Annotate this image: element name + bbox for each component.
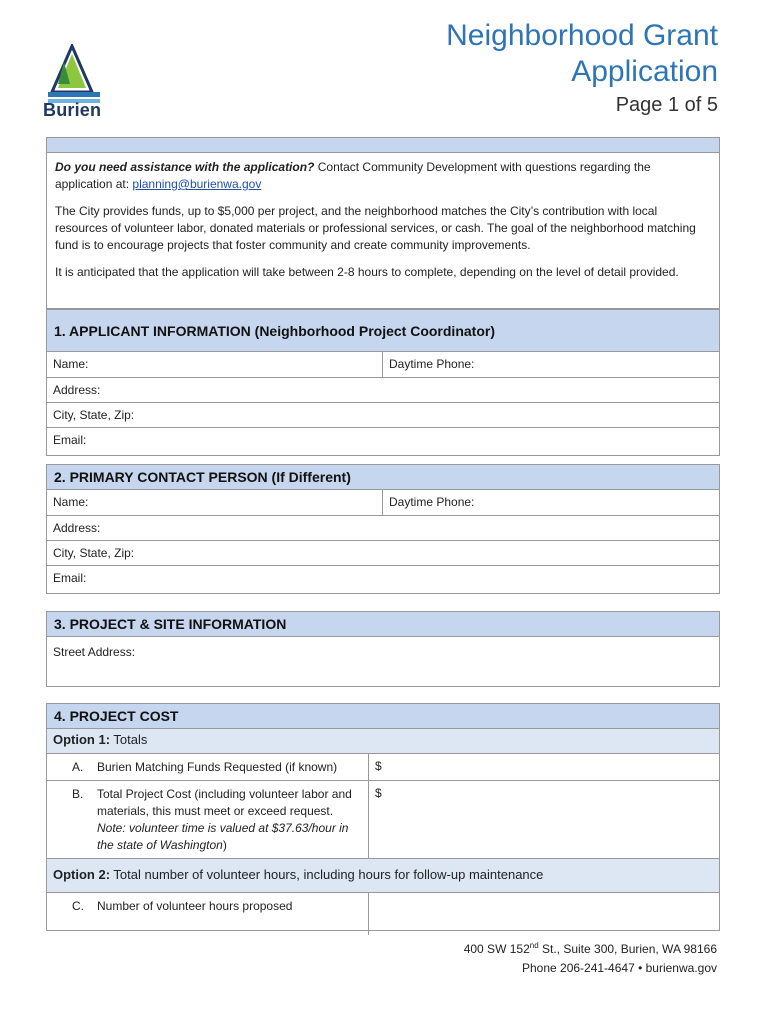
section-title: 3. PROJECT & SITE INFORMATION <box>47 612 719 637</box>
project-cost-section: 4. PROJECT COST Option 1: Totals A. Burien Matching Funds Requested (if known) $ B. Total Project Cost (including volunteer labor and materials, this must meet or exceed request. Note: volunteer time is valued at $37.63/hour in the state of Washington) $ Option 2: Total number of volunteer hours, including hours for follow-up maintenance C. Number of volunteer hours proposed <box>46 703 720 931</box>
intro-box <box>46 137 720 309</box>
option-1-header: Option 1: Totals <box>47 729 719 753</box>
total-cost-field[interactable]: $ <box>375 786 382 800</box>
contact-phone-field[interactable]: Daytime Phone: <box>389 495 475 509</box>
assistance-text: Do you need assistance with the application? Contact Community Development with questions regarding the application at: planning@burienwa.gov <box>55 160 651 191</box>
applicant-email-field[interactable]: Email: <box>53 433 87 447</box>
applicant-phone-field[interactable]: Daytime Phone: <box>389 357 475 371</box>
applicant-name-field[interactable]: Name: <box>47 352 383 377</box>
section-title: 2. PRIMARY CONTACT PERSON (If Different) <box>47 465 719 490</box>
page-header <box>0 0 770 135</box>
page-title: Neighborhood Grant Application <box>446 19 718 88</box>
volunteer-hours-field[interactable] <box>369 893 381 935</box>
contact-email-field[interactable]: Email: <box>53 571 87 585</box>
matching-funds-field[interactable]: $ <box>375 759 382 773</box>
project-site-section <box>46 611 720 687</box>
logo-wordmark: Burien <box>43 100 102 120</box>
matching-funds-label: Burien Matching Funds Requested (if known) <box>97 760 338 774</box>
section-title: 1. APPLICANT INFORMATION (Neighborhood Project Coordinator) <box>47 310 719 352</box>
street-address-field[interactable]: Street Address: <box>53 645 136 659</box>
applicant-address-field[interactable]: Address: <box>53 383 101 397</box>
footer-contact: Phone 206-241-4647 • burienwa.gov <box>521 961 717 975</box>
page-indicator: Page 1 of 5 <box>615 94 718 116</box>
applicant-information-section <box>46 309 720 456</box>
funding-text: The City provides funds, up to $5,000 per project, and the neighborhood matches the City’s contribution with local resources of volunteer labor, donated materials or professional services, or cash. The goal of the neighborhood matching fund is to encourage projects that foster community and create community improvements. <box>55 204 696 252</box>
contact-city-field[interactable]: City, State, Zip: <box>53 546 135 560</box>
primary-contact-section <box>46 464 720 594</box>
volunteer-hours-label: Number of volunteer hours proposed <box>97 899 293 913</box>
total-cost-label: Total Project Cost (including volunteer labor and materials, this must meet or exceed request. Note: volunteer time is valued at $37.63/hour in the state of Washington) <box>97 787 352 852</box>
planning-email-link[interactable]: planning@burienwa.gov <box>132 177 262 191</box>
page-footer <box>464 936 717 978</box>
option-2-header: Option 2: Total number of volunteer hours, including hours for follow-up maintenance <box>47 858 719 892</box>
contact-name-field[interactable]: Name: <box>47 490 383 515</box>
applicant-city-field[interactable]: City, State, Zip: <box>53 408 135 422</box>
time-estimate-text: It is anticipated that the application will take between 2-8 hours to complete, depending on the level of detail provided. <box>55 265 679 279</box>
section-title: 4. PROJECT COST <box>47 704 719 729</box>
contact-address-field[interactable]: Address: <box>53 521 101 535</box>
footer-address: 400 SW 152nd St., Suite 300, Burien, WA 98166 <box>463 941 717 956</box>
